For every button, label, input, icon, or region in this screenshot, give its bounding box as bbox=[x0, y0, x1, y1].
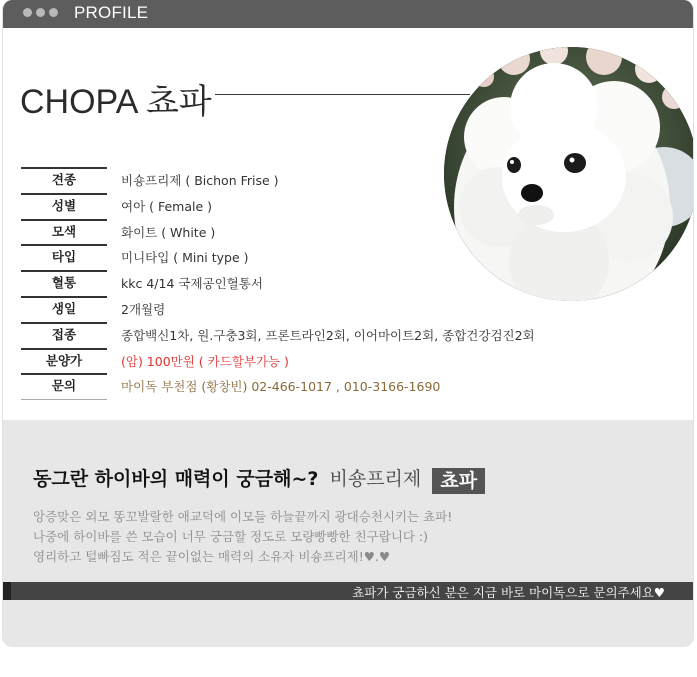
spec-label: 타입 bbox=[21, 244, 107, 270]
spec-label: 모색 bbox=[21, 219, 107, 245]
profile-title: PROFILE bbox=[74, 3, 149, 22]
spec-row-birthday bbox=[21, 296, 581, 322]
spec-label: 견종 bbox=[21, 167, 107, 193]
promo-line: 영리하고 털빠짐도 적은 끝이없는 매력의 소유자 비숑프리제!♥.♥ bbox=[33, 549, 391, 564]
spec-row-contact bbox=[21, 373, 581, 399]
window-dots-icon bbox=[23, 8, 58, 17]
spec-value: 화이트 ( White ) bbox=[121, 224, 216, 240]
spec-row-type bbox=[21, 244, 581, 270]
spec-row-vaccination bbox=[21, 322, 581, 348]
promo-section bbox=[3, 420, 694, 647]
profile-card bbox=[2, 0, 694, 647]
price-value: (암) 100만원 ( 카드할부가능 ) bbox=[121, 353, 289, 369]
spec-table bbox=[21, 167, 581, 399]
heading-divider bbox=[215, 94, 470, 95]
headline-sub: 비숑프리제 bbox=[329, 468, 422, 490]
dot-icon bbox=[49, 8, 58, 17]
promo-line: 나중에 하이바를 쓴 모습이 너무 궁금할 정도로 모량빵빵한 친구랍니다 :) bbox=[33, 529, 429, 544]
spec-row-breed bbox=[21, 167, 581, 193]
contact-value: 마이독 부천점 (황창빈) 02-466-1017 , 010-3166-1690 bbox=[121, 379, 441, 395]
profile-header-bar bbox=[3, 0, 694, 28]
spec-label: 접종 bbox=[21, 322, 107, 348]
spec-label: 성별 bbox=[21, 193, 107, 219]
spec-row-sex bbox=[21, 193, 581, 219]
contact-banner bbox=[3, 582, 694, 600]
headline-tag: 쵸파 bbox=[432, 468, 485, 494]
spec-value: kkc 4/14 국제공인혈통서 bbox=[121, 276, 263, 292]
spec-row-pedigree bbox=[21, 270, 581, 296]
spec-value: 종합백신1차, 원.구충3회, 프론트라인2회, 이어마이트2회, 종합건강검진2회 bbox=[121, 327, 535, 343]
contact-banner-text: 쵸파가 궁금하신 분은 지금 바로 마이독으로 문의주세요♥ bbox=[352, 585, 665, 600]
promo-description bbox=[33, 507, 452, 567]
dog-name-heading: CHOPA 쵸파 bbox=[20, 83, 212, 121]
spec-label: 문의 bbox=[21, 373, 107, 400]
dot-icon bbox=[23, 8, 32, 17]
promo-line: 앙증맞은 외모 똥꼬발랄한 애교덕에 이모들 하늘끝까지 광대승천시키는 쵸파! bbox=[33, 509, 453, 524]
spec-label: 혈통 bbox=[21, 270, 107, 296]
promo-headline bbox=[33, 464, 485, 494]
spec-value: 여아 ( Female ) bbox=[121, 198, 213, 214]
spec-row-color bbox=[21, 219, 581, 245]
dot-icon bbox=[36, 8, 45, 17]
banner-accent bbox=[3, 582, 11, 600]
spec-value: 비숑프리제 ( Bichon Frise ) bbox=[121, 173, 279, 188]
spec-label: 분양가 bbox=[21, 348, 107, 374]
spec-value: 2개월령 bbox=[121, 301, 166, 317]
headline-main: 동그란 하이바의 매력이 궁금해~? bbox=[33, 468, 319, 490]
spec-label: 생일 bbox=[21, 296, 107, 322]
spec-value: 미니타입 ( Mini type ) bbox=[121, 250, 249, 266]
spec-row-price bbox=[21, 348, 581, 374]
